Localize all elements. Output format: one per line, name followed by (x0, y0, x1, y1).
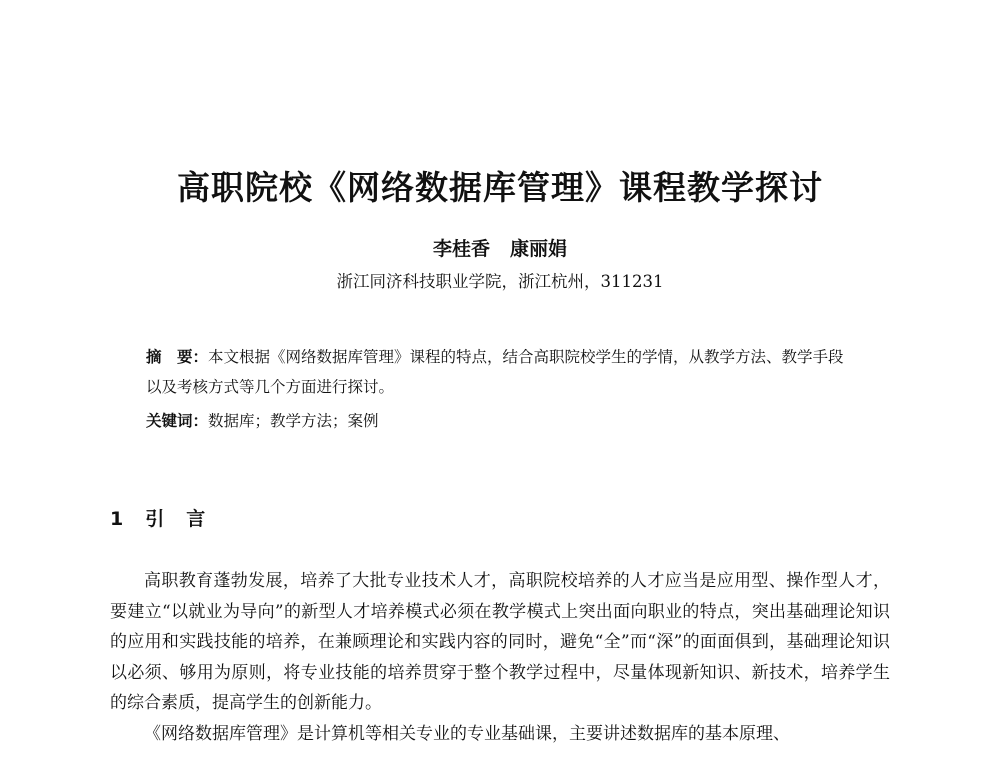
paper-title: 高职院校《网络数据库管理》课程教学探讨 (177, 168, 823, 207)
keywords-label: 关键词： (146, 412, 209, 430)
body-text (110, 566, 890, 749)
author-name: 李桂香 (432, 238, 490, 260)
author-name: 康丽娟 (510, 238, 568, 260)
author-affiliation: 浙江同济科技职业学院，浙江杭州，311231 (336, 272, 664, 291)
section-title: 引言 (145, 508, 228, 530)
abstract-label: 摘 要： (146, 348, 209, 366)
abstract-text: 本文根据《网络数据库管理》课程的特点，结合高职院校学生的学情，从教学方法、教学手段以及考核方式等几个方面进行探讨。 (146, 348, 844, 396)
section-heading (110, 505, 227, 533)
paragraph: 《网络数据库管理》是计算机等相关专业的专业基础课，主要讲述数据库的基本原理、 (144, 723, 790, 744)
section-number: 1 (110, 508, 124, 530)
paragraph: 高职教育蓬勃发展，培养了大批专业技术人才，高职院校培养的人才应当是应用型、操作型人才，要建立“以就业为导向”的新型人才培养模式必须在教学模式上突出面向职业的特点，突出基础理论知识的应用和实践技能的培养，在兼顾理论和实践内容的同时，避免“全”而“深”的面面俱到，基础理论知识以必须、够用为原则，将专业技能的培养贯穿于整个教学过程中，尽量体现新知识、新技术，培养学生的综合素质，提高学生的创新能力。 (110, 571, 890, 713)
keywords-text: 数据库；教学方法；案例 (208, 412, 379, 430)
keywords (146, 406, 856, 436)
abstract (146, 342, 856, 402)
author-list (0, 236, 1000, 262)
